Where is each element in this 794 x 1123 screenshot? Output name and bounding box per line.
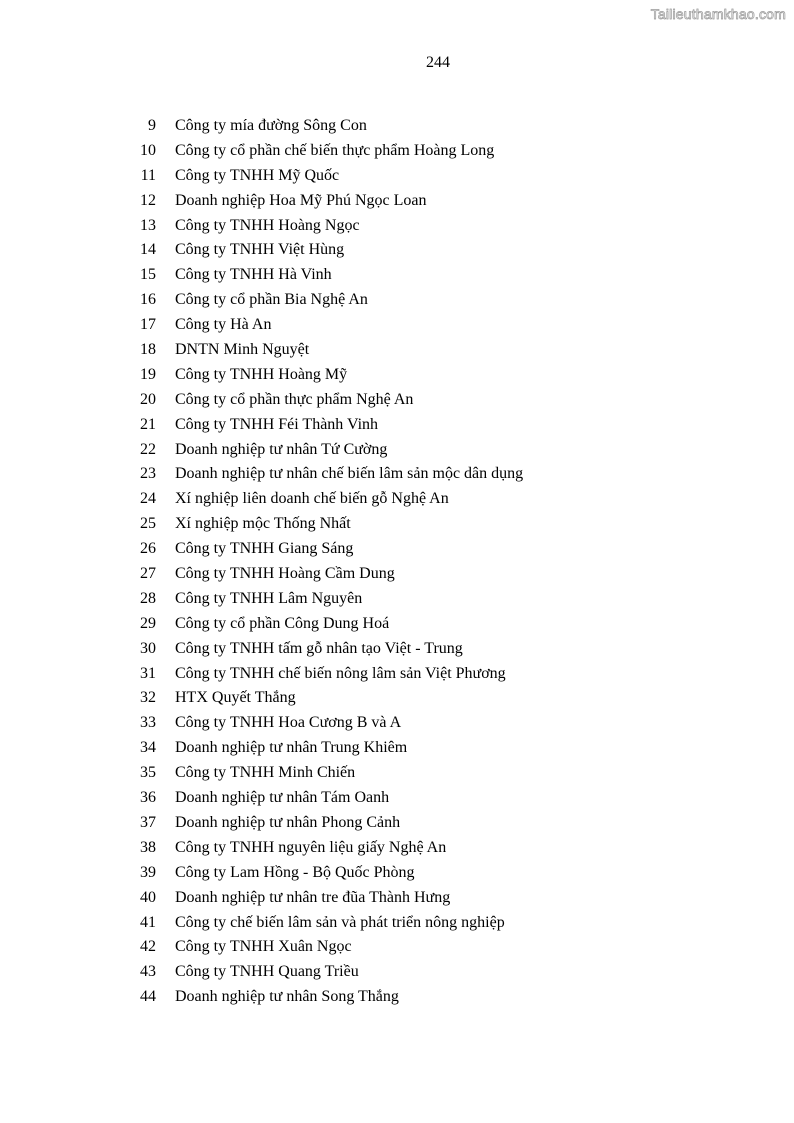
page-number: 244 <box>426 54 450 71</box>
company-name: Công ty TNHH Hoàng Ngọc <box>175 216 360 234</box>
company-name: Công ty TNHH tấm gỗ nhân tạo Việt - Trung <box>175 639 463 657</box>
item-number: 30 <box>140 639 156 657</box>
item-number: 10 <box>140 141 156 159</box>
item-number: 31 <box>140 664 156 682</box>
company-name: Công ty TNHH Việt Hùng <box>175 241 345 259</box>
company-name: Doanh nghiệp tư nhân Tám Oanh <box>175 789 390 807</box>
item-number: 14 <box>140 241 156 259</box>
item-number: 20 <box>140 390 156 408</box>
item-number: 25 <box>140 515 156 533</box>
company-name: Công ty TNHH Minh Chiến <box>175 764 356 782</box>
item-number: 39 <box>140 863 156 881</box>
item-number: 26 <box>140 540 156 558</box>
company-name: Công ty TNHH Quang Triều <box>175 963 359 981</box>
company-name: HTX Quyết Thắng <box>175 689 296 707</box>
company-name: Doanh nghiệp tư nhân Tứ Cường <box>175 440 388 458</box>
item-number: 36 <box>140 789 156 807</box>
item-number: 29 <box>140 614 156 632</box>
item-number: 37 <box>140 813 156 831</box>
company-name: Công ty TNHH Xuân Ngọc <box>175 938 352 956</box>
item-number: 40 <box>140 888 156 906</box>
item-number: 42 <box>140 938 156 956</box>
company-name: Công ty cổ phần thực phẩm Nghệ An <box>175 390 414 408</box>
item-number: 33 <box>140 714 156 732</box>
company-name: Công ty mía đường Sông Con <box>175 117 367 134</box>
company-name: Công ty cổ phần Bia Nghệ An <box>175 291 368 309</box>
company-name: Công ty Hà An <box>175 316 272 334</box>
company-name: Công ty TNHH Hoa Cương B và A <box>175 714 402 732</box>
item-number: 35 <box>140 764 156 782</box>
company-name: Công ty TNHH Féi Thành Vinh <box>175 415 379 433</box>
item-number: 19 <box>140 365 156 383</box>
item-number: 32 <box>140 689 156 707</box>
item-number: 16 <box>140 291 156 309</box>
item-number: 21 <box>140 415 156 433</box>
company-name: DNTN Minh Nguyệt <box>175 341 310 359</box>
item-number: 44 <box>140 988 156 1006</box>
company-name: Công ty Lam Hồng - Bộ Quốc Phòng <box>175 863 415 881</box>
item-number: 38 <box>140 838 156 856</box>
item-number: 15 <box>140 266 156 284</box>
item-number: 41 <box>140 913 156 931</box>
company-name: Công ty chế biến lâm sản và phát triển nông nghiệp <box>175 913 505 931</box>
item-number: 12 <box>140 191 156 209</box>
company-name: Doanh nghiệp tư nhân tre đũa Thành Hưng <box>175 888 451 906</box>
item-number: 27 <box>140 565 156 583</box>
company-name: Công ty TNHH Mỹ Quốc <box>175 166 340 184</box>
company-name: Doanh nghiệp Hoa Mỹ Phú Ngọc Loan <box>175 191 427 209</box>
company-name: Doanh nghiệp tư nhân Trung Khiêm <box>175 739 408 757</box>
item-number: 23 <box>140 465 156 483</box>
item-number: 9 <box>148 117 156 134</box>
item-number: 11 <box>140 166 156 184</box>
item-number: 13 <box>140 216 156 234</box>
watermark: Tailieuthamkhao.com <box>650 6 786 22</box>
company-name: Công ty cổ phần chế biến thực phẩm Hoàng Long <box>175 141 495 159</box>
company-name: Xí nghiệp mộc Thống Nhất <box>175 515 351 533</box>
company-name: Công ty TNHH Lâm Nguyên <box>175 589 363 607</box>
item-number: 17 <box>140 316 156 334</box>
company-name: Công ty TNHH Hoàng Cầm Dung <box>175 565 395 583</box>
item-number: 24 <box>140 490 156 508</box>
company-name: Công ty TNHH Hà Vinh <box>175 266 332 284</box>
item-number: 34 <box>140 739 156 757</box>
company-name: Doanh nghiệp tư nhân chế biến lâm sản mộc dân dụng <box>175 465 524 483</box>
company-name: Công ty TNHH nguyên liệu giấy Nghệ An <box>175 838 447 856</box>
company-name: Xí nghiệp liên doanh chế biến gỗ Nghệ An <box>175 490 449 508</box>
company-name: Công ty cổ phần Công Dung Hoá <box>175 614 390 632</box>
company-name: Công ty TNHH Hoàng Mỹ <box>175 365 348 383</box>
item-number: 18 <box>140 341 156 359</box>
item-number: 28 <box>140 589 156 607</box>
item-number: 22 <box>140 440 156 458</box>
company-name: Doanh nghiệp tư nhân Song Thắng <box>175 988 399 1006</box>
company-name: Doanh nghiệp tư nhân Phong Cảnh <box>175 813 401 831</box>
company-name: Công ty TNHH chế biến nông lâm sản Việt Phương <box>175 664 506 682</box>
company-name: Công ty TNHH Giang Sáng <box>175 540 354 558</box>
item-number: 43 <box>140 963 156 981</box>
